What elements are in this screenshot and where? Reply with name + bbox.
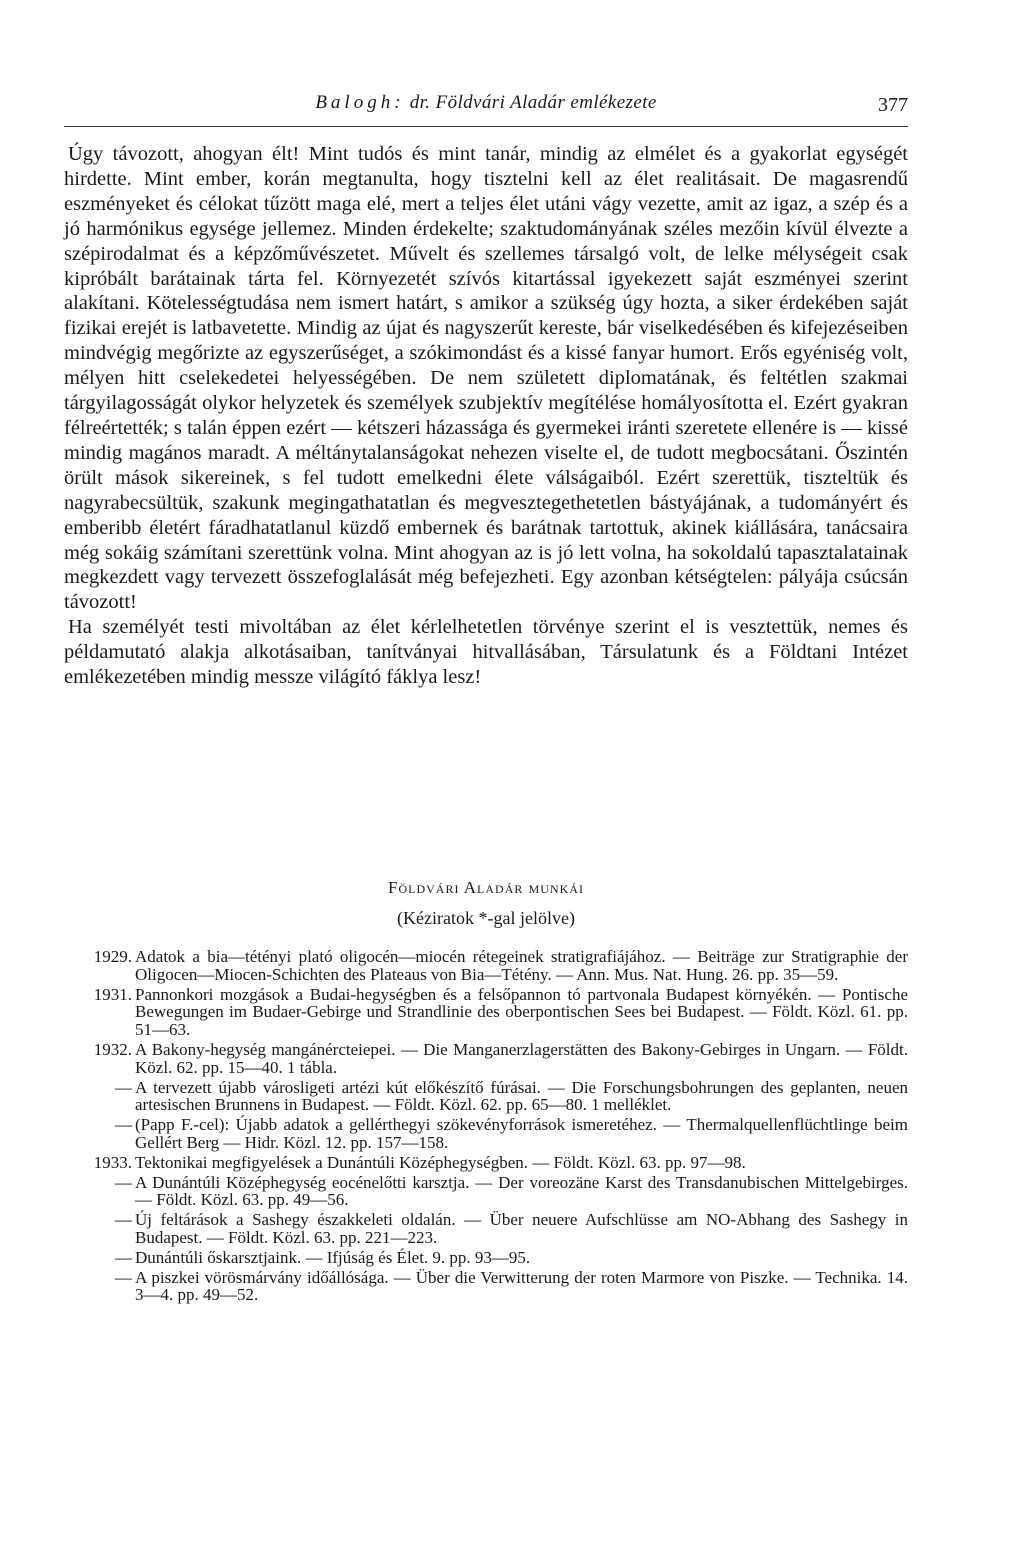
entry-text: Pannonkori mozgások a Budai-hegységben és a felsőpannon tó partvonala Budapest környékén. — Pontische Bewegungen im Budaer-Gebirge und Strandlinie des oberpontischen Sees bei Budapest. — Földt. Közl. 61. pp. 51—63. [135,984,908,1040]
list-item [64,948,908,984]
list-item [64,1079,908,1115]
entry-year: — [115,1077,132,1097]
entry-text: Új feltárások a Sashegy északkeleti oldalán. — Über neuere Aufschlüsse am NO-Abhang des Sashegy in Budapest. — Földt. Közl. 63. pp. 221—223. [135,1210,908,1247]
entry-text: A tervezett újabb városligeti artézi kút előkészítő fúrásai. — Die Forschungsbohrungen des geplanten, neuen artesischen Brunnens in Budapest. — Földt. Közl. 62. pp. 65—80. 1 melléklet. [135,1077,908,1115]
list-item [64,1211,908,1247]
entry-text: (Papp F.-cel): Újabb adatok a gellérthegyi szökevényforrások ismeretéhez. — Thermalquellenflüchtlinge beim Gellért Berg — Hidr. Közl. 12. pp. 157—158. [135,1115,908,1152]
entry-year: 1931. [93,984,132,1004]
list-item [64,1154,908,1172]
list-item [64,1249,908,1267]
running-header [64,92,908,120]
header-author: Balogh: [315,92,405,113]
entry-year: — [115,1247,132,1267]
entry-year: 1932. [93,1039,132,1059]
list-item [64,1269,908,1305]
entry-text: Adatok a bia—tétényi plató oligocén—miocén rétegeinek stratigrafiájához. — Beiträge zur Stratigraphie der Oligocen—Miocen-Schichten des Plateaus von Bia—Tétény. — Ann. Mus. Nat. Hung. 26. pp. 35—59. [135,947,908,984]
entry-text: A Dunántúli Középhegység eocénelőtti karsztja. — Der voreozäne Karst des Transdanubischen Mittelgebirges. — Földt. Közl. 63. pp. 49—56. [135,1172,908,1210]
works-subtitle: (Kéziratok *-gal jelölve) [397,908,575,928]
header-rule [64,126,908,127]
list-item [64,986,908,1039]
works-title: Földvári Aladár munkái [388,878,584,897]
entry-year: 1929. [93,947,132,966]
header-title: dr. Földvári Aladár emlékezete [409,92,657,113]
entry-text: A piszkei vörösmárvány időállósága. — Über die Verwitterung der roten Marmore von Piszke. — Technika. 14. 3—4. pp. 49—52. [135,1267,908,1305]
paragraph-2: Ha személyét testi mivoltában az élet kérlelhetetlen törvénye szerint el is vesztettük, nemes és példamutató alakja alkotásaiban, tanítványai hitvallásában, Társulatunk és a Földtani Intézet emlékezetében mindig messze világító fáklya lesz! [64,616,908,689]
body-text [64,142,908,690]
running-title [64,92,908,114]
entry-text: Tektonikai megfigyelések a Dunántúli Középhegységben. — Földt. Közl. 63. pp. 97—98. [135,1152,746,1172]
entry-year: — [115,1210,132,1230]
entry-year: — [115,1267,132,1287]
list-item [64,1174,908,1210]
entry-text: A Bakony-hegység mangánércteiepei. — Die Manganerzlagerstätten des Bakony-Gebirges in Ungarn. — Földt. Közl. 62. pp. 15—40. 1 tábla. [135,1039,908,1077]
list-item [64,1041,908,1077]
entry-year: 1933. [93,1152,132,1172]
works-list [64,948,908,1306]
paragraph-1: Úgy távozott, ahogyan élt! Mint tudós és mint tanár, mindig az elmélet és a gyakorlat egységét hirdette. Mint ember, korán megtanulta, hogy tisztelni kell az élet realitásait. De magasrendű eszményeket és célokat tűzött maga elé, mert a teljes élet utáni vágy vezette, amit az igaz, a szép és a jó harmónikus egysége jellemez. Minden érdekelte; szaktudományának széles mezőin kívül élvezte a szépirodalmat és a képzőművészetet. Művelt és szellemes társalgó volt, de lelke mélységeit csak kipróbált barátainak tárta fel. Környezetét szívós kitartással igyekezett saját eszményei szerint alakítani. Kötelességtudása nem ismert határt, s amikor a szükség úgy hozta, a siker érdekében saját fizikai erejét is latbavetette. Mindig az újat és nagyszerűt kereste, bár viselkedésében és kifejezéseiben mindvégig megőrizte az egyszerűséget, a szókimondást és a kissé fanyar humort. Erős egyéniség volt, mélyen hitt cselekedetei helyességében. De nem született diplomatának, és feltétlen szakmai tárgyilagosságát olykor helyzetek és személyek szubjektív megítélése homályosította el. Ezért gyakran félreértették; s talán éppen ezért — kétszeri házassága és gyermekei iránti szeretete ellenére is — kissé mindig magános maradt. A méltánytalanságokat nehezen viselte el, de tudott megbocsátani. Őszintén örült mások sikereinek, s fel tudott emelkedni élete válságaiból. Ezért szerettük, tiszteltük és nagyrabecsültük, szakunk megingathatatlan és megvesztegethetetlen bástyájának, a tudományért és emberibb életért fáradhatatlanul küzdő embernek és barátnak tartottuk, akinek kiállására, tanácsaira még sokáig számítani szerettünk volna. Mint ahogyan az is jó lett volna, ha sokoldalú tapasztalatainak megkezdett vagy tervezett összefoglalását még befejezheti. Egy azonban kétségtelen: pályája csúcsán távozott! [64,143,908,614]
list-item [64,1116,908,1152]
page-number: 377 [878,94,908,116]
entry-year: — [115,1172,132,1192]
entry-year: — [115,1115,132,1135]
entry-text: Dunántúli őskarsztjaink. — Ifjúság és Élet. 9. pp. 93—95. [135,1247,531,1267]
